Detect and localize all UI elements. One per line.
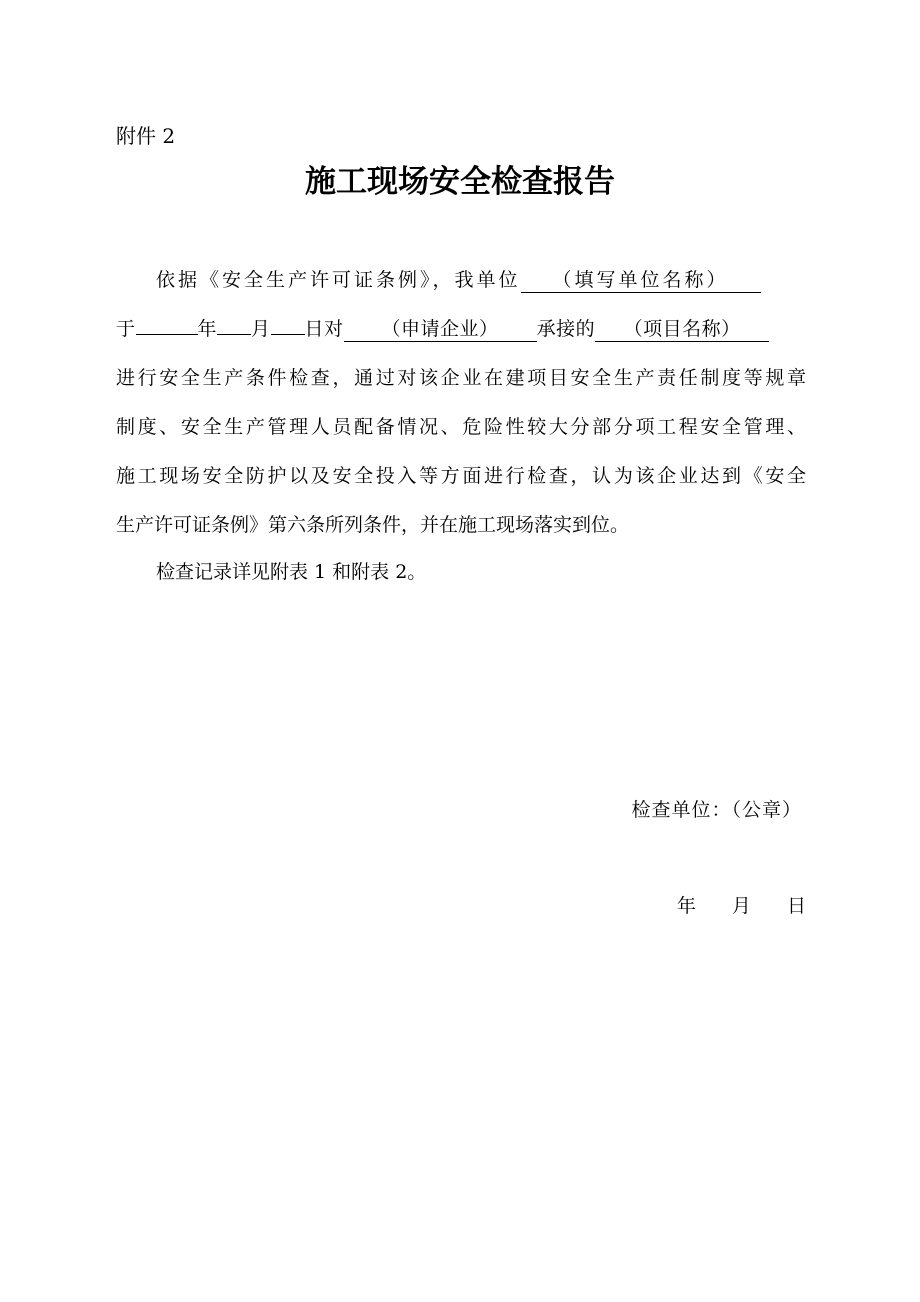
month-field[interactable]: [217, 334, 251, 335]
inspection-unit-seal: 检查单位：（公章）: [631, 799, 802, 821]
attachment-label: 附件 2: [116, 124, 176, 148]
yu-label: 于: [116, 318, 136, 340]
body-line-2: [116, 315, 806, 343]
line1-prefix: 依据《安全生产许可证条例》，我单位: [156, 269, 521, 291]
undertake-label: 承接的: [536, 318, 596, 340]
day-label: 日对: [304, 318, 344, 340]
month-label: 月: [251, 318, 271, 340]
page-title: 施工现场安全检查报告: [305, 164, 615, 200]
signature-date: [677, 892, 806, 920]
body-line-6: 生产许可证条例》第六条所列条件，并在施工现场落实到位。: [116, 514, 630, 536]
date-month-label: 月: [731, 895, 751, 917]
year-field[interactable]: [136, 334, 198, 335]
date-day-label: 日: [786, 895, 806, 917]
company-field[interactable]: （申请企业）: [344, 317, 537, 342]
year-label: 年: [197, 318, 218, 340]
day-field[interactable]: [271, 334, 305, 335]
body-line-5: 施工现场安全防护以及安全投入等方面进行检查，认为该企业达到《安全: [116, 465, 806, 487]
body-line-3: 进行安全生产条件检查，通过对该企业在建项目安全生产责任制度等规章: [116, 367, 806, 389]
body-line-7: 检查记录详见附表 1 和附表 2。: [156, 561, 427, 583]
body-line-1: [116, 266, 806, 294]
body-line-4: 制度、安全生产管理人员配备情况、危险性较大分部分项工程安全管理、: [116, 416, 806, 438]
date-year-label: 年: [676, 895, 696, 917]
project-field[interactable]: （项目名称）: [595, 317, 769, 342]
unit-name-field[interactable]: （填写单位名称）: [521, 268, 761, 293]
